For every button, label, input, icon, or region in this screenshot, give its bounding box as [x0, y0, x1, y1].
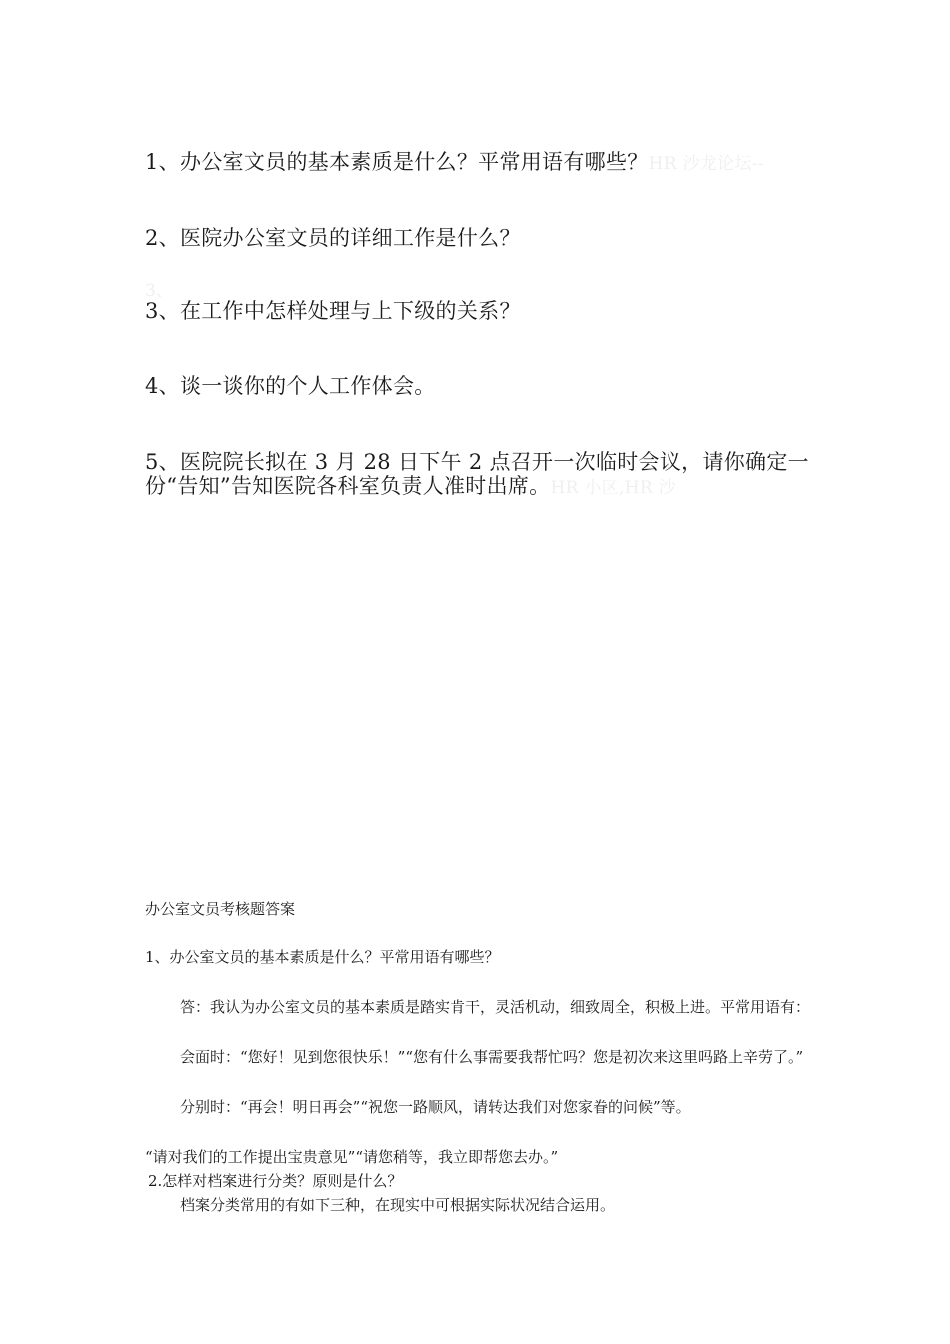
question-5 — [145, 450, 810, 500]
question-1 — [145, 150, 810, 176]
question-4 — [145, 374, 810, 398]
question-4-text: 4、谈一谈你的个人工作体会。 — [145, 374, 436, 398]
answer-1-intro: 答：我认为办公室文员的基本素质是踏实肯干，灵活机动，细致周全，积极上进。平常用语有： — [180, 998, 811, 1016]
answer-question-2: 2.怎样对档案进行分类？原则是什么？ — [148, 1172, 403, 1190]
question-1-text: 1、办公室文员的基本素质是什么？平常用语有哪些？ — [145, 150, 649, 174]
watermark-text: HR 沙龙论坛-- — [648, 154, 764, 174]
answer-1-other-phrases: “请对我们的工作提出宝贵意见”“请您稍等，我立即帮您去办。” — [145, 1148, 559, 1166]
answer-1-parting-phrases: 分别时：“再会！明日再会”“祝您一路顺风，请转达我们对您家眷的问候”等。 — [180, 1098, 691, 1116]
answer-1-meeting-phrases: 会面时：“您好！见到您很快乐！”“您有什么事需要我帮忙吗？您是初次来这里吗路上辛劳了。” — [180, 1048, 804, 1066]
question-5-text: 5、医院院长拟在 3 月 28 日下午 2 点召开一次临时会议，请你确定一份“告知”告知医院各科室负责人准时出席。 — [145, 450, 809, 498]
question-3 — [145, 299, 810, 323]
question-2-text: 2、医院办公室文员的详细工作是什么？ — [145, 226, 521, 250]
answer-2-text: 档案分类常用的有如下三种，在现实中可根据实际状况结合运用。 — [180, 1196, 616, 1214]
answers-title: 办公室文员考核题答案 — [145, 900, 296, 918]
stray-watermark: 3、 — [145, 281, 173, 301]
question-2 — [145, 226, 810, 250]
watermark-text: HR 小区,HR 沙 — [550, 478, 676, 498]
answer-question-1: 1、办公室文员的基本素质是什么？平常用语有哪些？ — [145, 948, 500, 966]
question-3-text: 3、在工作中怎样处理与上下级的关系？ — [145, 299, 521, 323]
